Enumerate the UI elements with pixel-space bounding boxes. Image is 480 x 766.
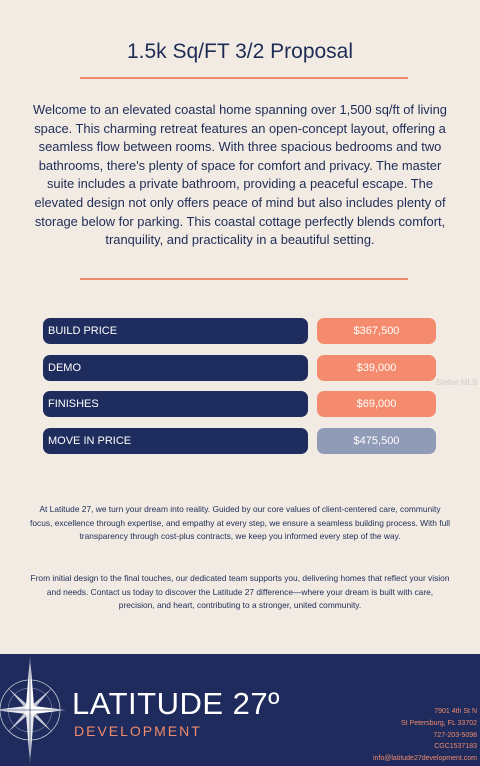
- contact-info: [373, 706, 477, 765]
- price-row-build: [43, 318, 436, 344]
- price-value: $367,500: [317, 318, 436, 344]
- about-paragraph: At Latitude 27, we turn your dream into reality. Guided by our core values of client-centered care, community focus, excellence through expertise, and empathy at every step, we ensure a seamless building process. With full transparency through cost-plus contracts, we keep you informed every step of the way.: [30, 504, 450, 541]
- price-row-demo: [43, 355, 436, 381]
- mls-watermark: Stellar MLS: [436, 378, 478, 387]
- divider-middle: [80, 278, 408, 280]
- brand-subtitle: DEVELOPMENT: [74, 723, 202, 739]
- price-value: $69,000: [317, 391, 436, 417]
- price-label: BUILD PRICE: [43, 318, 308, 344]
- city-line: St Petersburg, FL 33702: [400, 719, 477, 727]
- divider-top: [80, 77, 408, 79]
- price-value: $475,500: [317, 428, 436, 454]
- phone-number: 727-203-5098: [433, 731, 477, 739]
- price-label: MOVE IN PRICE: [43, 428, 308, 454]
- contact-paragraph: From initial design to the final touches, our dedicated team supports you, delivering homes that reflect your vision and needs. Contact us today to discover the Latitude 27 difference—where your dream is built with care, precision, and heart, contributing to a stronger, united community.: [30, 573, 450, 610]
- email-address[interactable]: info@latitude27development.com: [372, 755, 477, 763]
- price-value: $39,000: [317, 355, 436, 381]
- price-row-move-in: [43, 428, 436, 454]
- address-line: 7901 4th St N: [434, 708, 477, 715]
- brand-name: LATITUDE 27º: [72, 686, 280, 721]
- intro-paragraph: Welcome to an elevated coastal home spanning over 1,500 sq/ft of living space. This charming retreat features an open-concept layout, offering a seamless flow between rooms. With three spacious bedrooms and two bathrooms, there's plenty of space for comfort and privacy. The master suite includes a private bathroom, providing a peaceful escape. The elevated design not only offers peace of mind but also includes plenty of storage below for parking. This coastal cottage perfectly blends comfort, tranquility, and practicality in a beautiful setting.: [33, 102, 447, 248]
- license-number: CGC1537183: [434, 743, 477, 751]
- compass-rose-icon: [0, 654, 68, 766]
- price-label: FINISHES: [43, 391, 308, 417]
- page-title: 1.5k Sq/FT 3/2 Proposal: [126, 40, 354, 63]
- footer-banner: [0, 654, 480, 766]
- price-row-finishes: [43, 391, 436, 417]
- price-label: DEMO: [43, 355, 308, 381]
